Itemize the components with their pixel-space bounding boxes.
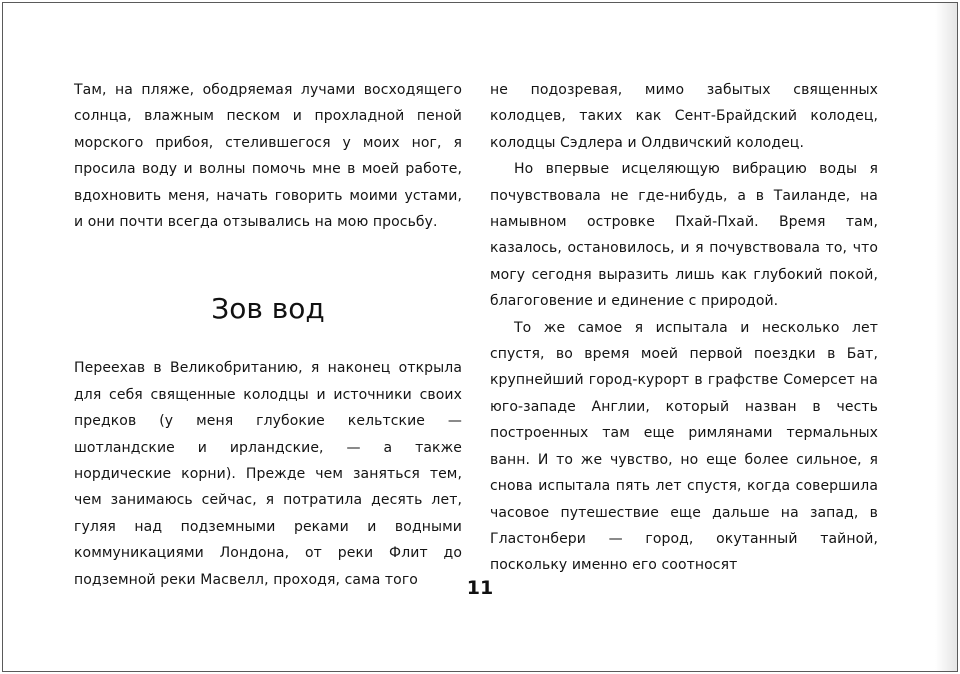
paragraph-wells: не подозревая, мимо забытых священных колодцев, таких как Сент-Брайдский колодец, колодцы Сэдлера и Олдвичский колодец. — [490, 82, 878, 151]
right-text-column — [490, 77, 878, 579]
left-text-column — [74, 77, 462, 593]
book-page — [2, 2, 958, 672]
paragraph-thailand: Но впервые исцеляющую вибрацию воды я почувствовала не где-нибудь, а в Таиланде, на намывном островке Пхай-Пхай. Время там, казалось, остановилось, и я почувствовала то, что могу сегодня выразить лишь как глубокий покой, благоговение и единение с природой. — [490, 161, 878, 310]
page-edge-shadow — [935, 3, 957, 671]
paragraph-beach: Там, на пляже, ободряемая лучами восходящего солнца, влажным песком и прохладной пеной морского прибоя, стелившегося у моих ног, я просила воду и волны помочь мне в моей работе, вдохновить меня, начать говорить моими устами, и они почти всегда отзывались на мою просьбу. — [74, 82, 462, 231]
paragraph-bath: То же самое я испытала и несколько лет спустя, во время моей первой поездки в Бат, крупнейший город-курорт в графстве Сомерсет на юго-западе Англии, который назван в честь построенных там еще римлянами термальных ванн. И то же чувство, но еще более сильное, я снова испытала пять лет спустя, когда совершила часовое путешествие еще дальше на запад, в Гластонбери — город, окутанный тайной, поскольку именно его соотносят — [490, 319, 878, 574]
paragraph-britain: Переехав в Великобританию, я наконец открыла для себя священные колодцы и источники своих предков (у меня глубокие кельтские — шотландские и ирландские, — а также нордические корни). Прежде чем заняться тем, чем занимаюсь сейчас, я потратила десять лет, гуляя над подземными реками и водными коммуникациями Лондона, от реки Флит до подземной реки Масвелл, проходя, сама того — [74, 360, 462, 588]
page-number: 11 — [466, 577, 494, 599]
section-heading: Зов вод — [211, 292, 325, 326]
